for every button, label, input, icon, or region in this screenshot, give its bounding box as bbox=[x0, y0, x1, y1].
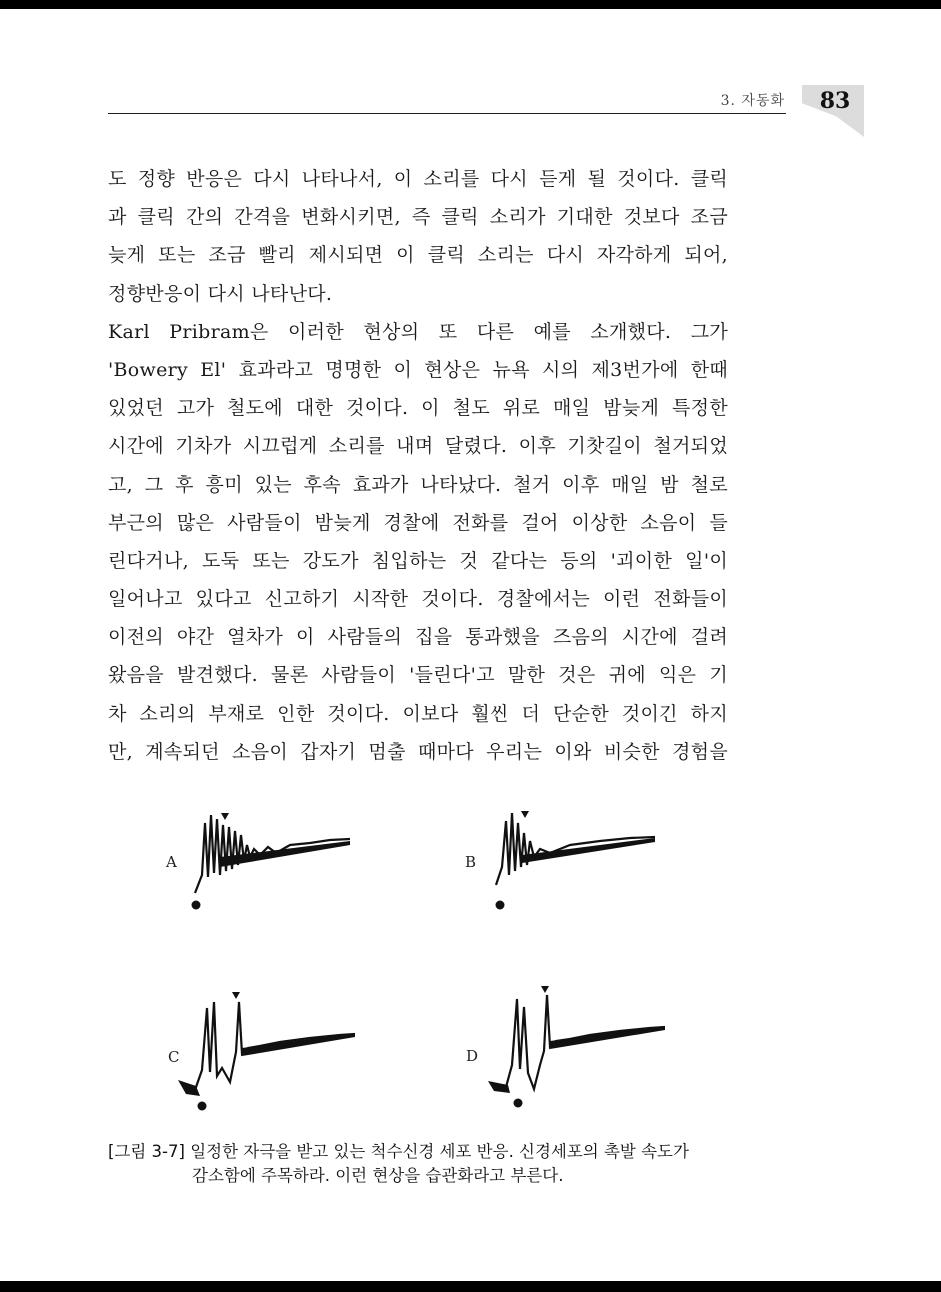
body-line: 일어나고 있다고 신고하기 시작한 것이다. 경찰에서는 이런 전화들이 bbox=[108, 588, 728, 611]
bottom-border bbox=[0, 1281, 941, 1292]
body-line: 늦게 또는 조금 빨리 제시되면 이 클릭 소리는 다시 자각하게 되어, bbox=[108, 244, 728, 267]
panel-b bbox=[450, 805, 690, 945]
panel-label-a: A bbox=[166, 853, 177, 871]
trace-a bbox=[150, 805, 390, 925]
body-line: 정향반응이 다시 나타난다. bbox=[108, 282, 333, 305]
body-line: 린다거나, 도둑 또는 강도가 침입하는 것 같다는 등의 '괴이한 일'이 bbox=[108, 549, 728, 572]
panel-label-c: C bbox=[168, 1048, 180, 1066]
panel-label-b: B bbox=[465, 853, 477, 871]
panel-d bbox=[460, 985, 700, 1125]
page-number: 83 bbox=[819, 88, 851, 114]
body-line: 시간에 기차가 시끄럽게 소리를 내며 달렸다. 이후 기찻길이 철거되었 bbox=[108, 435, 728, 458]
body-line: 만, 계속되던 소음이 갑자기 멈출 때마다 우리는 이와 비슷한 경험을 bbox=[108, 740, 728, 763]
top-border bbox=[0, 0, 941, 9]
panel-label-d: D bbox=[466, 1047, 479, 1065]
caption-line-1: [그림 3-7] 일정한 자극을 받고 있는 척수신경 세포 반응. 신경세포의 촉발 속도가 bbox=[108, 1142, 689, 1161]
caption-line-2: 감소함에 주목하라. 이런 현상을 습관화라고 부른다. bbox=[192, 1166, 564, 1185]
body-line: 있었던 고가 철도에 대한 것이다. 이 철도 위로 매일 밤늦게 특정한 bbox=[108, 397, 728, 420]
body-line: 부근의 많은 사람들이 밤늦게 경찰에 전화를 걸어 이상한 소음이 들 bbox=[108, 511, 728, 534]
panel-a bbox=[150, 805, 390, 945]
trace-c bbox=[150, 990, 390, 1120]
body-line: 도 정향 반응은 다시 나타나서, 이 소리를 다시 듣게 될 것이다. 클릭 bbox=[108, 168, 728, 190]
trace-d bbox=[460, 985, 700, 1115]
trace-b bbox=[450, 805, 690, 925]
body-line: 왔음을 발견했다. 물론 사람들이 '들린다'고 말한 것은 귀에 익은 기 bbox=[108, 664, 728, 687]
header-rule bbox=[108, 113, 786, 114]
body-line: 차 소리의 부재로 인한 것이다. 이보다 훨씬 더 단순한 것이긴 하지 bbox=[108, 702, 728, 725]
running-head: 3. 자동화 bbox=[720, 93, 785, 109]
body-text bbox=[108, 160, 728, 771]
body-line: 이전의 야간 열차가 이 사람들의 집을 통과했을 즈음의 시간에 걸려 bbox=[108, 626, 728, 649]
body-line: 'Bowery El' 효과라고 명명한 이 현상은 뉴욕 시의 제3번가에 한때 bbox=[108, 358, 728, 381]
body-line: Karl Pribram은 이러한 현상의 또 다른 예를 소개했다. 그가 bbox=[108, 320, 728, 343]
figure-caption bbox=[108, 1140, 748, 1188]
body-line: 과 클릭 간의 간격을 변화시키면, 즉 클릭 소리가 기대한 것보다 조금 bbox=[108, 206, 728, 229]
panel-c bbox=[150, 990, 390, 1130]
body-line: 고, 그 후 흥미 있는 후속 효과가 나타났다. 철거 이후 매일 밤 철로 bbox=[108, 473, 728, 496]
figure-3-7 bbox=[150, 790, 710, 1120]
